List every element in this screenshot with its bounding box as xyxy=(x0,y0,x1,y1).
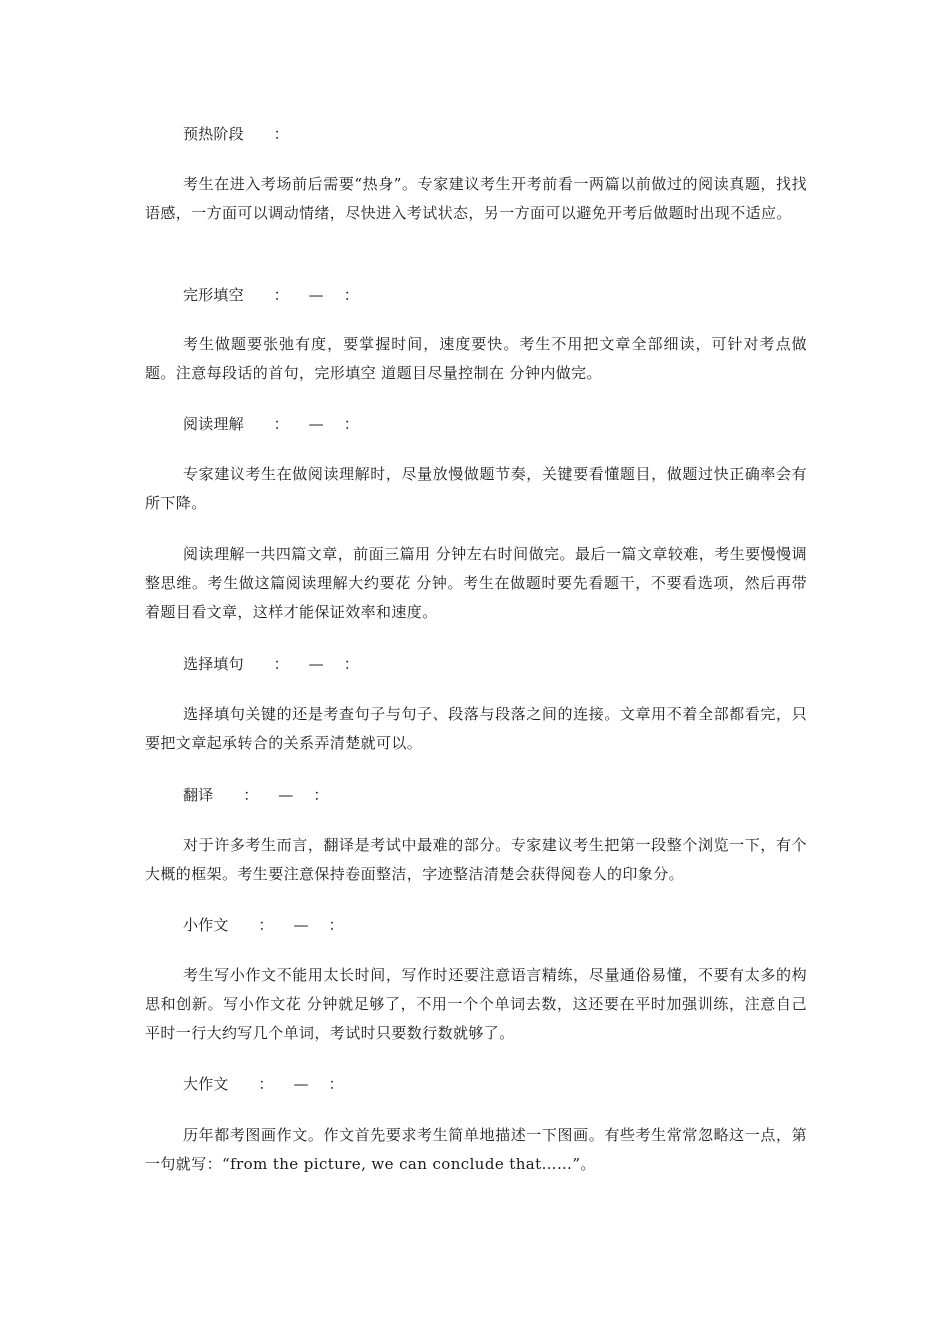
section-paragraph: 阅读理解一共四篇文章，前面三篇用 分钟左右时间做完。最后一篇文章较难，考生要慢慢调整思维。考生做这篇阅读理解大约要花 分钟。考生在做题时要先看题干，不要看选项，然后再带着题目看文章，这样才能保证效率和速度。 xyxy=(145,545,807,621)
section-heading-sentence-fill: 选择填句 ： — ： xyxy=(183,655,359,673)
section-paragraph: 对于许多考生而言，翻译是考试中最难的部分。专家建议考生把第一段整个浏览一下，有个大概的框架。考生要注意保持卷面整洁，字迹整洁清楚会获得阅卷人的印象分。 xyxy=(145,836,807,883)
section-heading-short-essay: 小作文 ： — ： xyxy=(183,916,344,934)
section-paragraph: 专家建议考生在做阅读理解时，尽量放慢做题节奏，关键要看懂题目，做题过快正确率会有所下降。 xyxy=(145,465,807,512)
section-heading-translation: 翻译 ： — ： xyxy=(183,786,329,804)
section-paragraph: 历年都考图画作文。作文首先要求考生简单地描述一下图画。有些考生常常忽略这一点，第一句就写：“from the picture, we can conclude that……”。 xyxy=(145,1126,807,1173)
section-heading-long-essay: 大作文 ： — ： xyxy=(183,1075,344,1093)
section-heading-cloze: 完形填空 ： — ： xyxy=(183,286,359,304)
section-paragraph: 考生做题要张弛有度，要掌握时间，速度要快。考生不用把文章全部细读，可针对考点做题。注意每段话的首句，完形填空 道题目尽量控制在 分钟内做完。 xyxy=(145,335,807,382)
section-heading-warmup: 预热阶段 ： xyxy=(183,125,289,143)
section-paragraph: 考生写小作文不能用太长时间，写作时还要注意语言精练，尽量通俗易懂，不要有太多的构思和创新。写小作文花 分钟就足够了，不用一个个单词去数，这还要在平时加强训练，注意自己平时一行大约写几个单词，考试时只要数行数就够了。 xyxy=(145,966,807,1042)
section-paragraph: 选择填句关键的还是考查句子与句子、段落与段落之间的连接。文章用不着全部都看完，只要把文章起承转合的关系弄清楚就可以。 xyxy=(145,705,807,752)
section-paragraph: 考生在进入考场前后需要“热身”。专家建议考生开考前看一两篇以前做过的阅读真题，找找语感，一方面可以调动情绪，尽快进入考试状态，另一方面可以避免开考后做题时出现不适应。 xyxy=(145,175,807,222)
section-heading-reading: 阅读理解 ： — ： xyxy=(183,415,359,433)
